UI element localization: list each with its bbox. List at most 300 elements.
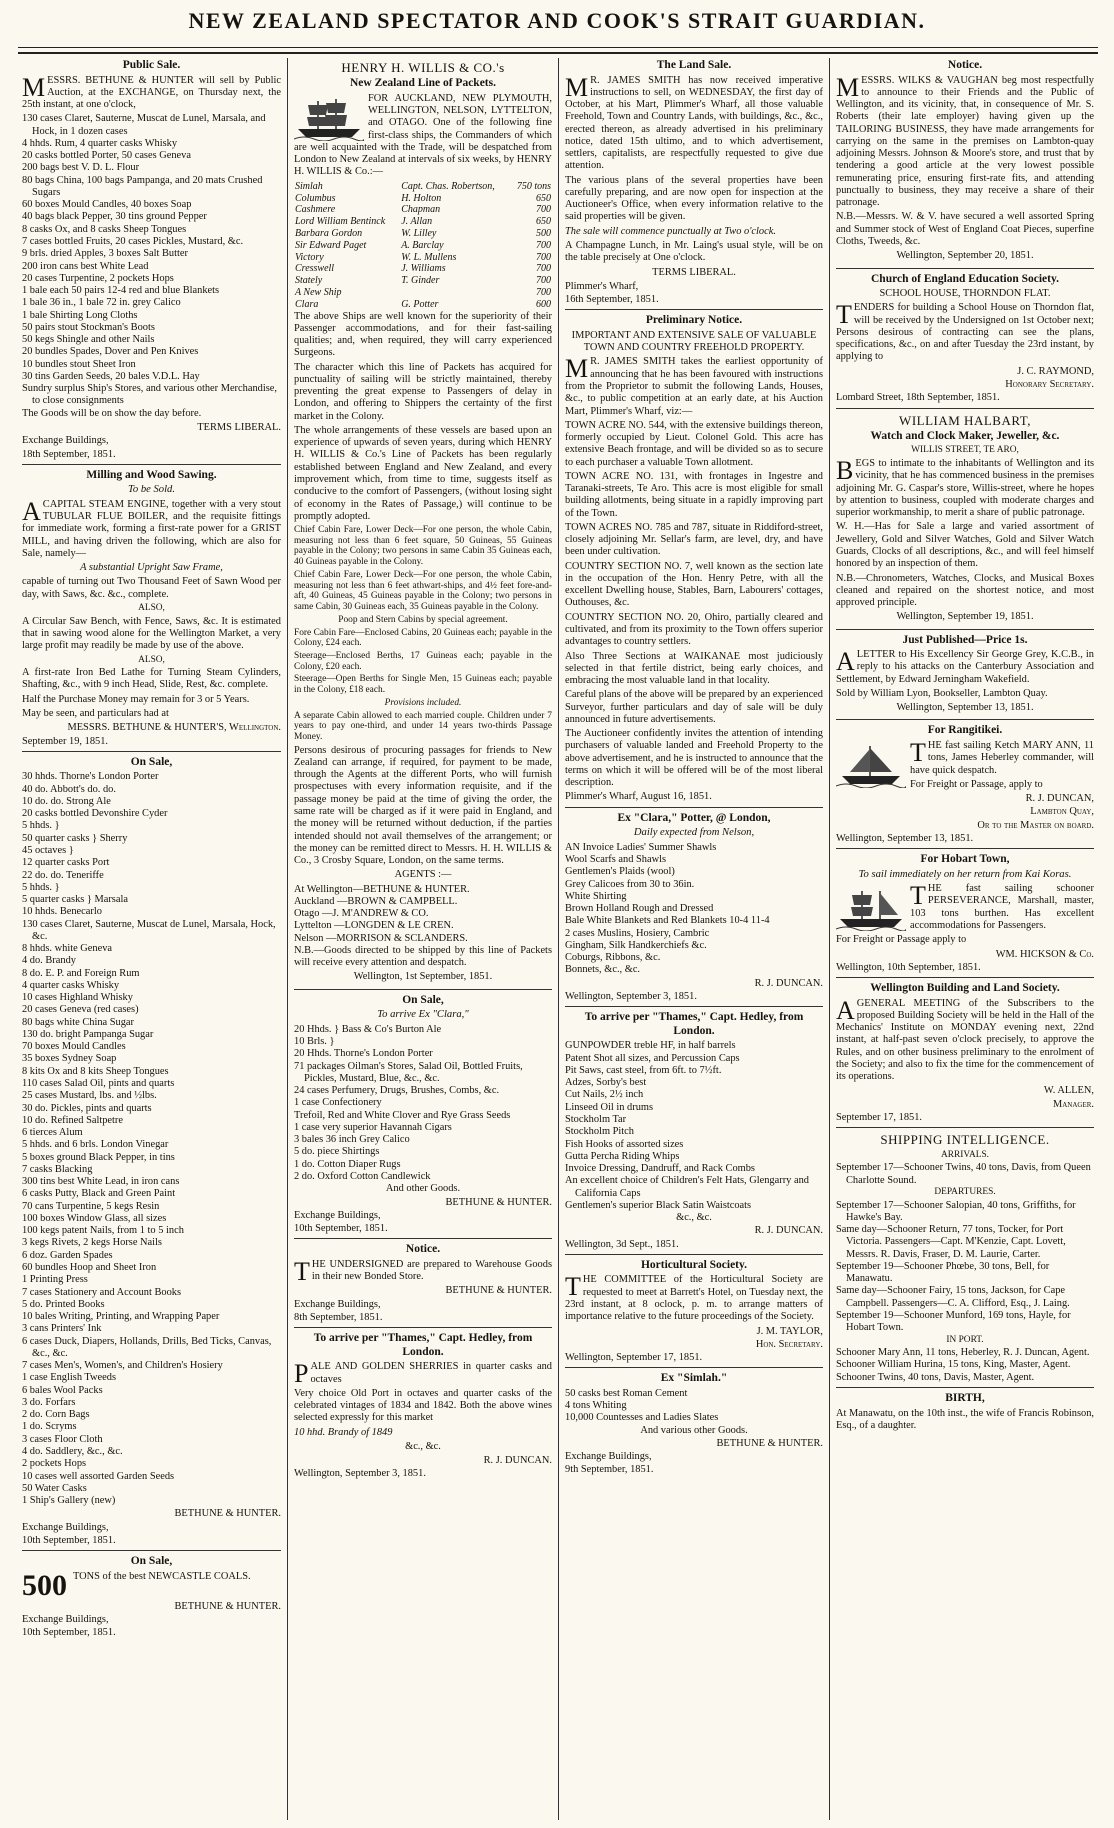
ad-title: For Rangitikei. — [927, 724, 1003, 737]
ad-body: Persons desirous of procuring passages for friends to New Zealand can arrange, if required, for payment to be made, through the Agents at the different Ports, who will furnish prospectuses with every information requisite, and if the passage money be paid at the time of giving the order, the same rate will be charged as if it were paid in England, and the money will be returned without deduction, if the parties intended should not avail themselves of the arrangement; or the money can be remitted direct to Messrs. H. H. WILLIS & Co., 3 Crosby Square, London, on the same terms. — [294, 744, 552, 867]
arrivals-list — [836, 1162, 1094, 1187]
list-item: 10 do. Refined Saltpetre — [22, 1114, 123, 1126]
ad-body: Very choice Old Port in octaves and quarter casks of the celebrated vintages of 1834 and 1842. Both the above wines selected expressly for this market — [294, 1387, 552, 1424]
list-item: 3 kegs Rivets, 2 kegs Horse Nails — [22, 1237, 162, 1249]
ad-date: 18th September, 1851. — [22, 448, 116, 460]
ad-title: WILLIAM HALBART, — [899, 412, 1031, 428]
in-port-list — [836, 1347, 1094, 1384]
ad-signature: BETHUNE & HUNTER. — [174, 1600, 281, 1612]
ad-signature: MESSRS. BETHUNE & HUNTER'S, Wellington. — [67, 722, 281, 734]
ad-body: MR. JAMES SMITH has now received imperative instructions to sell, on WEDNESDAY, the first day of October, at his Mart, Plimmer's Wharf, all those valuable Freehold, Town and Country Lands, with buildings, &c., &c., erected thereon, as already advertised in his preliminary notice, dated 15th ultimo, and to which advertisement, settlers, capitalists, are respectfully requested to give due attention. — [565, 72, 823, 172]
ad-body: N.B.—Messrs. W. & V. have secured a well assorted Spring and Summer stock of West of England Coat Pieces, superfine Cloths, Tweeds, &c. — [836, 211, 1094, 248]
list-item: 20 casks bottled Porter, 50 cases Geneva — [22, 150, 191, 162]
ad-title: Notice. — [947, 59, 983, 71]
ad-body: COUNTRY SECTION NO. 7, well known as the section late in the occupation of the Hon. Henry Petre, with all the excellent Dwelling house, Stables, Barn, Labourers' cottages, Outhouses, &c. — [565, 560, 823, 609]
list-item: 7 casks Blacking — [22, 1163, 93, 1175]
list-item: 25 cases Mustard, lbs. and ½lbs. — [22, 1090, 157, 1102]
ad-date: Wellington, September 3, 1851. — [294, 1468, 426, 1480]
ad-place: Exchange Buildings, — [565, 1451, 652, 1463]
ad-signature: W. ALLEN, — [1043, 1085, 1094, 1097]
list-item: At Wellington—BETHUNE & HUNTER. — [294, 883, 470, 895]
list-item: Gentlemen's superior Black Satin Waistcoats — [565, 1199, 752, 1211]
section-title: BIRTH, — [945, 1392, 985, 1405]
list-item: 12 quarter casks Port — [22, 857, 110, 869]
list-item: 10,000 Countesses and Ladies Slates — [565, 1412, 719, 1424]
list-item: 50 pairs stout Stockman's Boots — [22, 321, 155, 333]
ship-name: Victory — [295, 251, 324, 263]
ship-table — [294, 181, 552, 311]
ship-captain: Chapman — [401, 204, 441, 216]
list-item: 50 casks best Roman Cement — [565, 1387, 688, 1399]
ad-title: Milling and Wood Sawing. — [86, 468, 217, 481]
ad-place: Exchange Buildings, — [22, 435, 109, 447]
arrivals-heading: ARRIVALS. — [940, 1149, 989, 1160]
list-item: 5 quarter casks } Marsala — [22, 894, 128, 906]
ad-signature: J. M. TAYLOR, — [756, 1325, 823, 1337]
list-item: Otago —J. M'ANDREW & CO. — [294, 908, 429, 920]
list-item: 71 packages Oilman's Stores, Salad Oil, Bottled Fruits, Pickles, Mustard, Blue, &c., &c. — [294, 1060, 523, 1084]
ad-title: Wellington Building and Land Society. — [870, 982, 1060, 995]
list-item: 35 boxes Sydney Soap — [22, 1053, 117, 1065]
ad-also: ALSO, — [138, 602, 165, 613]
ad-land-sale — [565, 59, 823, 310]
ship-name: Cresswell — [295, 263, 335, 275]
ad-hobart-town — [836, 853, 1094, 978]
list-item: Trefoil, Red and White Clover and Rye Grass Seeds — [294, 1109, 511, 1121]
table-row — [294, 252, 552, 264]
column-4 — [829, 58, 1100, 1820]
ad-body: FOR AUCKLAND, NEW PLYMOUTH, WELLINGTON, NELSON, LYTTELTON, and OTAGO. One of the following fine first-class ships, the Commanders of which are well acquainted with the Trade, will be despatched from London to New Zealand at intervals of six weeks, by HENRY H. WILLIS & Co.:— — [294, 92, 552, 178]
ad-preliminary-notice — [565, 314, 823, 807]
ad-body: For Freight or Passage apply to — [836, 934, 967, 946]
list-item: 22 do. do. Teneriffe — [22, 869, 104, 881]
ad-date: 10th September, 1851. — [294, 1223, 388, 1235]
list-item: 50 Water Casks — [22, 1482, 87, 1494]
list-item: Same day—Schooner Fairy, 15 tons, Jackson, for Cape Campbell. Passengers—C. A. Clifford, Esq., J. Laing. — [836, 1285, 1070, 1309]
ship-tons: 500 — [536, 227, 551, 239]
ad-place: Exchange Buildings, — [294, 1298, 381, 1310]
ad-date: Wellington, September 3, 1851. — [565, 990, 697, 1002]
ad-also: ALSO, — [138, 654, 165, 665]
ad-body: The sale will commence punctually at Two o'clock. — [565, 225, 776, 237]
ad-body: The Auctioneer confidently invites the attention of intending purchasers of valuable landed and Freehold Property to the above advertisement, and he is instructed to announce that the terms on which it will be offered will be of the most liberal description. — [565, 728, 823, 789]
ad-subtitle: To be Sold. — [128, 484, 175, 496]
ad-title: Just Published—Price 1s. — [902, 633, 1028, 646]
notice-birth — [836, 1392, 1094, 1437]
table-row — [294, 181, 552, 193]
ship-tons: 700 — [536, 275, 551, 287]
ad-address: WILLIS STREET, TE ARO, — [911, 445, 1019, 456]
coal-quantity: 500 — [22, 1568, 67, 1602]
list-item: 8 kits Ox and 8 kits Sheep Tongues — [22, 1065, 169, 1077]
list-item: Coburgs, Ribbons, &c. — [565, 952, 661, 964]
ad-body: COUNTRY SECTION NO. 20, Ohiro, partially cleared and cultivated, and from its proximity to the Town offers superior advantages to country settlers. — [565, 611, 823, 648]
ship-name: Lord William Bentinck — [295, 216, 386, 228]
ad-date: Lombard Street, 18th September, 1851. — [836, 392, 1000, 404]
ad-subtitle: To sail immediately on her return from Kai Koras. — [858, 868, 1072, 880]
ad-date: Wellington, September 20, 1851. — [896, 250, 1034, 262]
masthead-rule-thick — [18, 52, 1098, 54]
ad-body: Sold by William Lyon, Bookseller, Lambton Quay. — [836, 687, 1048, 699]
table-row — [294, 193, 552, 205]
ship-captain — [400, 287, 510, 299]
column-2 — [287, 58, 558, 1820]
list-item: September 19—Schooner Munford, 169 tons, Hayle, for Hobart Town. — [836, 1309, 1071, 1334]
ad-subtitle: To arrive Ex "Clara," — [377, 1009, 469, 1021]
ad-simlah — [565, 1372, 823, 1479]
ad-subtitle: Daily expected from Nelson, — [633, 827, 755, 839]
list-item: And other Goods. — [385, 1183, 461, 1195]
ad-ex-clara — [565, 812, 823, 1008]
list-item: 30 hhds. Thorne's London Porter — [22, 771, 159, 783]
table-row — [294, 287, 552, 299]
ad-body: THE UNDERSIGNED are prepared to Warehouse Goods in their new Bonded Store. — [294, 1256, 552, 1286]
ad-title: HENRY H. WILLIS & CO.'s — [341, 60, 505, 75]
sailing-ship-icon — [836, 742, 906, 788]
list-item: 24 cases Perfumery, Drugs, Brushes, Combs, &c. — [294, 1085, 500, 1097]
ship-name: Columbus — [295, 192, 336, 204]
list-item: 1 bale Shirting Long Cloths — [22, 309, 138, 321]
fare-line: A separate Cabin allowed to each married couple. Children under 7 years to pay one-third, and under 14 years two-thirds Passage Money. — [294, 710, 552, 742]
list-item: 10 bales Writing, Printing, and Wrapping Paper — [22, 1311, 220, 1323]
ship-tons: 600 — [536, 298, 551, 310]
list-item: 20 Hhds. Thorne's London Porter — [294, 1048, 433, 1060]
ship-name: Clara — [295, 298, 319, 310]
list-item: Invoice Dressing, Dandruff, and Rack Combs — [565, 1163, 755, 1175]
list-item: Cut Nails, 2½ inch — [565, 1089, 644, 1101]
ship-tons: 700 — [536, 239, 551, 251]
fare-line: Provisions included. — [384, 697, 462, 708]
list-item: 20 cases Turpentine, 2 pockets Hops — [22, 272, 174, 284]
list-item: 4 do. Brandy — [22, 955, 76, 967]
ship-name: Stately — [295, 275, 323, 287]
ad-body: N.B.—Chronometers, Watches, Clocks, and Musical Boxes cleaned and repaired on the shortest notice, and most approved principle. — [836, 572, 1094, 609]
goods-list — [294, 1024, 552, 1196]
list-item: 100 boxes Window Glass, all sizes — [22, 1212, 167, 1224]
ad-date: 8th September, 1851. — [294, 1311, 383, 1323]
list-item: 80 bags China, 100 bags Pampanga, and 20 mats Crushed Sugars — [22, 174, 263, 198]
ad-body: Or to the Master on board. — [977, 819, 1094, 831]
list-item: 3 cans Printers' Ink — [22, 1323, 102, 1335]
ad-body: W. H.—Has for Sale a large and varied assortment of Jewellery, Gold and Silver Watches, Gold and Silver Watch Guards, Clocks of all descriptions, &c., and will feel himself honored by an inspection of them. — [836, 521, 1094, 570]
ad-body: The various plans of the several properties have been carefully preparing, and are now open for inspection at the Auctioneer's Office, when every information relative to the said properties will be given. — [565, 174, 823, 223]
ad-signature: J. C. RAYMOND, — [1017, 365, 1094, 377]
ad-body: A first-rate Iron Bed Lathe for Turning Steam Cylinders, Shafting, &c., with 9 inch Head, Slide, Rest, &c. complete. — [22, 667, 281, 691]
ad-title: On Sale, — [130, 755, 173, 768]
list-item: An excellent choice of Children's Felt Hats, Glengarry and California Caps — [565, 1175, 809, 1199]
list-item: 10 Brls. } — [294, 1036, 335, 1048]
ship-tons: 650 — [536, 192, 551, 204]
list-item: White Shirting — [565, 890, 627, 902]
ad-title: The Land Sale. — [656, 59, 732, 71]
list-item: 1 case Confectionery — [294, 1097, 382, 1109]
ad-body: TONS of the best NEWCASTLE COALS. — [73, 1570, 251, 1582]
table-row — [294, 228, 552, 240]
list-item: Grey Calicoes from 30 to 36in. — [565, 878, 695, 890]
goods-list — [22, 771, 281, 1507]
ad-title: Notice. — [405, 1243, 441, 1256]
ad-place: Exchange Buildings, — [22, 1613, 109, 1625]
ship-tons: 750 tons — [516, 180, 551, 192]
ship-name: Cashmere — [295, 204, 336, 216]
ad-body: A substantial Upright Saw Frame, — [80, 562, 223, 574]
list-item: 60 boxes Mould Candles, 40 boxes Soap — [22, 199, 192, 211]
ship-captain: J. Allan — [401, 216, 433, 228]
fare-line: Steerage—Enclosed Berths, 17 Guineas each; payable in the Colony, £20 each. — [294, 650, 552, 672]
fare-line: Poop and Stern Cabins by special agreement. — [338, 614, 508, 625]
ad-public-sale — [22, 59, 281, 465]
ad-signature: R. J. DUNCAN, — [1025, 793, 1094, 805]
list-item: 5 do. Printed Books — [22, 1298, 105, 1310]
section-title: SHIPPING INTELLIGENCE. — [880, 1132, 1050, 1148]
list-item: 20 casks bottled Devonshire Cyder — [22, 808, 168, 820]
ad-body: The whole arrangements of these vessels are based upon an experience of upwards of seven years, during which HENRY H. WILLIS & Co.'s Line of Packets has been regularly established between England and New Zealand, and every improvement which, from time to time, suggests itself as conducive to the comfort of Passengers, (without losing sight of economy in the Rates of Passage,) will continue to be promptly adopted. — [294, 424, 552, 522]
table-row — [294, 216, 552, 228]
list-item: 50 quarter casks } Sherry — [22, 832, 128, 844]
fare-line: Fore Cabin Fare—Enclosed Cabins, 20 Guineas each; payable in the Colony, £24 each. — [294, 627, 552, 649]
list-item: 6 doz. Garden Spades — [22, 1249, 113, 1261]
list-item: Patent Shot all sizes, and Percussion Caps — [565, 1052, 740, 1064]
fare-line: Chief Cabin Fare, Lower Deck—For one person, the whole Cabin, measuring not less than 6 feet athwart-ships, and 4½ feet fore-and-aft, 40 Guineas, 45 Guineas payable in the Colony; two persons in same Cabin, 30 Guineas each, 35 Guineas payable in the Colony. — [294, 569, 552, 613]
ad-body: Careful plans of the above will be prepared by an experienced Surveyor, further particulars and day of sale will be duly announced in future advertisements. — [565, 689, 823, 725]
ship-captain: T. Ginder — [401, 275, 440, 287]
ad-subtitle: Watch and Clock Maker, Jeweller, &c. — [870, 429, 1060, 442]
ad-date: Wellington, September 13, 1851. — [836, 832, 974, 844]
list-item: September 17—Schooner Salopian, 40 tons, Griffiths, for Hawke's Bay. — [836, 1199, 1076, 1223]
ad-title: To arrive per "Thames," Capt. Hedley, from London. — [313, 1332, 533, 1358]
ad-body: TENDERS for building a School House on Thorndon flat, will be received by the Undersigned on 1st October next; Persons desirous of contracting can see the plans, specifications, &c., on and after Tuesday the 23rd instant, by applying to — [836, 300, 1094, 363]
ad-body: TOWN ACRE NO. 131, with frontages in Ingestre and Taranaki-streets, Te Aro. This acre is most eligible for small building allotments, being situate in a rapidly improving part of the Town. — [565, 470, 823, 519]
list-item: 130 cases Claret, Sauterne, Muscat de Lunel, Marsala, Hock, &c. — [22, 918, 276, 942]
ad-title: On Sale, — [402, 993, 444, 1006]
ad-just-published — [836, 634, 1094, 721]
fare-line: Steerage—Open Berths for Single Men, 15 Guineas each; payable in the Colony, £18 each. — [294, 674, 552, 696]
ship-captain: J. Williams — [401, 263, 446, 275]
ad-signature: R. J. DUNCAN. — [754, 977, 823, 989]
ad-body: TOWN ACRE NO. 544, with the extensive buildings thereon, formerly occupied by Lieut. Colonel Gold. This acre has extensive Beach frontage, and will be divided so as to secure to each purchaser a valuable Town allotment. — [565, 419, 823, 468]
ad-subtitle: SCHOOL HOUSE, THORNDON FLAT. — [879, 288, 1051, 300]
list-item: 30 do. Pickles, pints and quarts — [22, 1102, 152, 1114]
list-item: Fish Hooks of assorted sizes — [565, 1138, 684, 1150]
ad-title: Church of England Education Society. — [871, 272, 1059, 285]
ad-halbart — [836, 413, 1094, 630]
ad-body: Also Three Sections at WAIKANAE most judiciously selected in that fertile district, being early choices, and embracing the most valuable land in that locality. — [565, 650, 823, 687]
ad-terms: TERMS LIBERAL. — [652, 266, 736, 278]
list-item: 1 Ship's Gallery (new) — [22, 1495, 116, 1507]
ad-title: For Hobart Town, — [920, 853, 1010, 866]
list-item: 1 do. Cotton Diaper Rugs — [294, 1158, 401, 1170]
table-row — [294, 240, 552, 252]
table-row — [294, 204, 552, 216]
list-item: 200 bags best V. D. L. Flour — [22, 162, 140, 174]
ad-date: Wellington, 10th September, 1851. — [836, 961, 981, 973]
ad-subtitle: New Zealand Line of Packets. — [350, 77, 496, 90]
list-item: 6 casks Putty, Black and Green Paint — [22, 1188, 176, 1200]
list-item: Schooner Mary Ann, 11 tons, Heberley, R. J. Duncan, Agent. — [836, 1347, 1090, 1359]
list-item: Brown Holland Rough and Dressed — [565, 903, 714, 915]
ad-body: THE COMMITTEE of the Horticultural Society are requested to meet at Barrett's Hotel, on Tuesday next, the 23rd instant, at 8 oclock, p. m. to arrange matters of importance relative to the future proceedings of the Society. — [565, 1272, 823, 1323]
ad-signature: BETHUNE & HUNTER. — [174, 1508, 281, 1520]
ad-body: capable of turning out Two Thousand Feet of Sawn Wood per day, with Saws, &c. &c., complete. — [22, 576, 281, 600]
ad-terms: TERMS LIBERAL. — [197, 422, 281, 433]
ad-date: 10th September, 1851. — [22, 1627, 116, 1639]
list-item: September 17—Schooner Twins, 40 tons, Davis, from Queen Charlotte Sound. — [836, 1162, 1091, 1186]
fare-line: Chief Cabin Fare, Lower Deck—For one person, the whole Cabin, measuring not less than 6 feet square, 50 Guineas, 55 Guineas payable in the Colony; two persons in same Cabin 35 Guineas each, 40 Guineas payable in the Colony. — [294, 525, 552, 568]
sailing-ship-icon — [294, 95, 364, 141]
list-item: 2 cases Muslins, Hosiery, Cambric — [565, 927, 710, 939]
ship-name: Simlah — [295, 180, 323, 192]
ad-body: PALE AND GOLDEN SHERRIES in quarter casks and octaves — [294, 1359, 552, 1389]
list-item: And various other Goods. — [640, 1424, 748, 1436]
ad-body: AGENERAL MEETING of the Subscribers to the proposed Building Society will be held in the Hall of the Mechanics' Institute on MONDAY evening next, 22nd instant, at half-past seven o'clock precisely, to approve the Rules, and on other business preliminary to the enrolment of the Society; and also to fix the time for the commencement of its operations. — [836, 995, 1094, 1083]
ad-place: Exchange Buildings, — [294, 1209, 381, 1221]
goods-list — [565, 1388, 823, 1437]
list-item: 5 hhds. } — [22, 881, 60, 893]
goods-list — [565, 1040, 823, 1224]
list-item: 5 hhds. and 6 brls. London Vinegar — [22, 1139, 169, 1151]
ad-body: 10 hhd. Brandy of 1849 — [294, 1426, 393, 1438]
list-item: Gutta Percha Riding Whips — [565, 1150, 680, 1162]
goods-list — [565, 842, 823, 977]
ship-captain: W. Lilley — [401, 227, 437, 239]
ad-coals — [22, 1555, 281, 1642]
list-item: Schooner Twins, 40 tons, Davis, Master, Agent. — [836, 1371, 1035, 1383]
ship-tons: 700 — [536, 263, 551, 275]
ad-horticultural — [565, 1259, 823, 1368]
ad-title: Ex "Clara," Potter, @ London, — [617, 811, 771, 824]
ad-date: Wellington, September 19, 1851. — [896, 611, 1034, 623]
list-item: Same day—Schooner Return, 77 tons, Tocker, for Port Victoria. Passengers—Capt. M'Kenzie, Capt. Lovett, Messrs. R. Davis, Fraser, D. M. Laurie, Carter. — [836, 1224, 1066, 1260]
list-item: 4 tons Whiting — [565, 1400, 627, 1412]
goods-list — [22, 113, 281, 407]
ship-captain: H. Holton — [401, 192, 442, 204]
ad-body: May be seen, and particulars had at — [22, 708, 169, 720]
list-item: 6 tierces Alum — [22, 1127, 83, 1139]
list-item: 4 do. Saddlery, &c., &c. — [22, 1445, 123, 1457]
ad-note: The Goods will be on show the day before. — [22, 407, 202, 419]
ad-body: Half the Purchase Money may remain for 3 or 5 Years. — [22, 693, 250, 705]
ad-building-society — [836, 982, 1094, 1128]
ad-signature-title: Honorary Secretary. — [1005, 378, 1094, 390]
list-item: 2 do. Oxford Cotton Candlewick — [294, 1170, 431, 1182]
columns — [16, 58, 1100, 1820]
ad-signature: BETHUNE & HUNTER. — [716, 1437, 823, 1449]
ad-place: Exchange Buildings, — [22, 1521, 109, 1533]
ad-body: TOWN ACRES NO. 785 and 787, situate in Riddiford-street, closely adjoining Mr. Sellar's farm, are level, dry, and have been under cultivation. — [565, 521, 823, 558]
ad-signature: R. J. DUNCAN. — [754, 1225, 823, 1237]
ad-title: To arrive per "Thames," Capt. Hedley, from London. — [584, 1011, 804, 1037]
ad-date: September 17, 1851. — [836, 1112, 922, 1124]
ad-body: MESSRS. BETHUNE & HUNTER will sell by Public Auction, at the EXCHANGE, on Thursday next, the 25th instant, at one o'clock, — [22, 72, 281, 111]
list-item: 10 cases well assorted Garden Seeds — [22, 1470, 175, 1482]
list-item: Sundry surplus Ship's Stores, and various other Merchandise, to close consignments — [22, 383, 277, 407]
list-item: 2 do. Corn Bags — [22, 1409, 90, 1421]
list-item: 110 cases Salad Oil, pints and quarts — [22, 1078, 175, 1090]
ad-body: The above Ships are well known for the superiority of their Passenger accommodations, and for their fast-sailing qualities; and, when required, they will carry experienced Surgeons. — [294, 310, 552, 359]
list-item: 3 do. Forfars — [22, 1396, 76, 1408]
list-item: 70 cans Turpentine, 5 kegs Resin — [22, 1200, 160, 1212]
ship-tons: 700 — [536, 286, 551, 298]
list-item: Schooner William Hurina, 15 tons, King, Master, Agent. — [836, 1359, 1071, 1371]
list-item: 2 pockets Hops — [22, 1458, 87, 1470]
ad-body: At Manawatu, on the 10th inst., the wife of Francis Robinson, Esq., of a daughter. — [836, 1407, 1094, 1431]
list-item: Linseed Oil in drums — [565, 1101, 654, 1113]
list-item: 3 cases Floor Cloth — [22, 1433, 103, 1445]
ad-church-school — [836, 273, 1094, 409]
ship-tons: 650 — [536, 216, 551, 228]
ad-thames — [565, 1011, 823, 1255]
ad-body: &c., &c. — [405, 1440, 441, 1452]
ship-name: Sir Edward Paget — [295, 239, 367, 251]
list-item: Lyttelton —LONGDEN & LE CREN. — [294, 920, 454, 932]
list-item: 8 do. E. P. and Foreign Rum — [22, 967, 140, 979]
table-row — [294, 263, 552, 275]
list-item: GUNPOWDER treble HF, in half barrels — [565, 1040, 736, 1052]
list-item: 1 bale 36 in., 1 bale 72 in. grey Calico — [22, 297, 181, 309]
list-item: Stockholm Pitch — [565, 1126, 634, 1138]
list-item: 10 do. do. Strong Ale — [22, 795, 111, 807]
list-item: Stockholm Tar — [565, 1113, 627, 1125]
ship-captain: G. Potter — [401, 298, 439, 310]
list-item: 70 boxes Mould Candles — [22, 1041, 126, 1053]
list-item: 3 bales 36 inch Grey Calico — [294, 1134, 410, 1146]
list-item: 50 kegs Shingle and other Nails — [22, 334, 155, 346]
ad-body: N.B.—Goods directed to be shipped by this line of Packets will receive every attention and despatch. — [294, 944, 552, 969]
ad-title: Ex "Simlah." — [660, 1372, 728, 1385]
sailing-ship-icon — [836, 885, 906, 931]
ad-place: Plimmer's Wharf, — [565, 280, 639, 292]
list-item: Adzes, Sorby's best — [565, 1077, 647, 1089]
list-item: 9 brls. dried Apples, 3 boxes Salt Butter — [22, 248, 188, 260]
list-item: 1 bale each 50 pairs 12-4 red and blue Blankets — [22, 285, 220, 297]
list-item: 8 casks Ox, and 8 casks Sheep Tongues — [22, 223, 187, 235]
ad-signature-title: Manager. — [1052, 1098, 1094, 1110]
ad-title: Preliminary Notice. — [645, 314, 743, 327]
ad-signature-title: Hon. Secretary. — [755, 1338, 823, 1350]
ad-body: The character which this line of Packets has acquired for punctuality of sailing will be strictly maintained, thereby preventing the great expense to Passengers of delay in London, and offering to Shippers the certainty of the first market in the Colony. — [294, 361, 552, 422]
ad-body: BEGS to intimate to the inhabitants of Wellington and its vicinity, that he has commenced business in the premises adjoining Mr. G. Caspar's store, Willis-street, where he hopes by attention to business, coupled with moderate charges and superior workmanship, to merit a share of public patronage. — [836, 456, 1094, 519]
ship-tons: 700 — [536, 204, 551, 216]
ad-date: Plimmer's Wharf, August 16, 1851. — [565, 791, 712, 803]
ad-date: September 19, 1851. — [22, 735, 108, 747]
ship-captain: A. Barclay — [401, 239, 444, 251]
ad-tailors-notice — [836, 59, 1094, 269]
list-item: 5 do. piece Shirtings — [294, 1146, 380, 1158]
list-item: Wool Scarfs and Shawls — [565, 854, 667, 866]
table-row — [294, 275, 552, 287]
list-item: 20 cases Geneva (red cases) — [22, 1004, 139, 1016]
masthead: NEW ZEALAND SPECTATOR AND COOK'S STRAIT GUARDIAN. — [188, 8, 926, 33]
ad-title: On Sale, — [130, 1555, 173, 1568]
ad-body: THE fast sailing schooner PERSEVERANCE, Marshall, master, 103 tons burthen. Has excellent accommodations for Passengers. — [910, 881, 1094, 931]
list-item: 5 hhds. } — [22, 820, 60, 832]
list-item: Pit Saws, cast steel, from 6ft. to 7½ft. — [565, 1064, 722, 1076]
ad-body: MR. JAMES SMITH takes the earliest opportunity of announcing that he has been favoured with instructions from the Proprietor to submit the following Lands, Houses, &c., to public competition at an early date, at his Auction Mart, Plimmer's Wharf, viz:— — [565, 354, 823, 417]
list-item: 30 tins Garden Seeds, 20 bales V.D.L. Hay — [22, 370, 200, 382]
list-item: 130 do. bright Pampanga Sugar — [22, 1028, 154, 1040]
list-item: 10 hhds. Benecarlo — [22, 906, 102, 918]
list-item: Bale White Blankets and Red Blankets 10-4 11-4 — [565, 915, 770, 927]
shipping-intelligence — [836, 1132, 1094, 1388]
agents-title: AGENTS :— — [394, 869, 452, 881]
list-item: 6 cases Duck, Diapers, Hollands, Drills, Bed Ticks, Canvas, &c., &c. — [22, 1335, 272, 1359]
list-item: 1 case English Tweeds — [22, 1372, 117, 1384]
ad-date: Wellington, 3d Sept., 1851. — [565, 1238, 679, 1250]
ad-signature: R. J. DUNCAN. — [483, 1455, 552, 1467]
column-1 — [16, 58, 287, 1820]
ad-date: 10th September, 1851. — [22, 1534, 116, 1546]
list-item: Gingham, Silk Handkerchiefs &c. — [565, 939, 707, 951]
